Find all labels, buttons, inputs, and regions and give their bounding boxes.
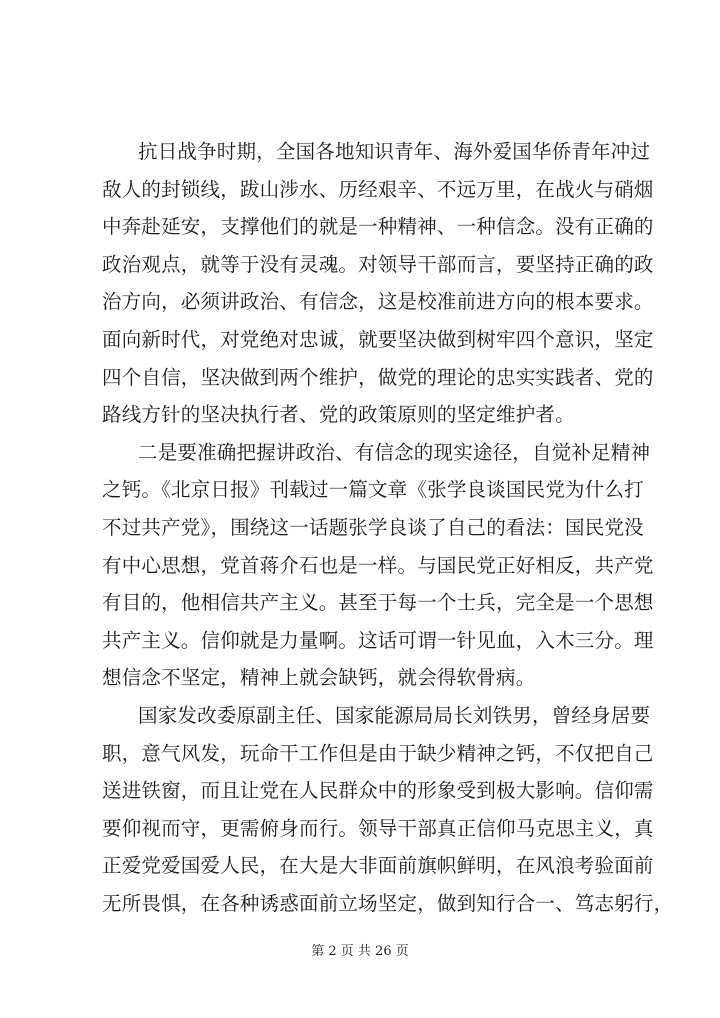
text-line: 路线方针的坚决执行者、党的政策原则的坚定维护者。 — [102, 403, 575, 427]
text-line: 无所畏惧，在各种诱惑面前立场坚定，做到知行合一、笃志躬行， — [102, 891, 674, 915]
text-line: 职，意气风发，玩命干工作但是由于缺少精神之钙，不仅把自己 — [102, 741, 654, 765]
text-line: 之钙。《北京日报》刊载过一篇文章《张学良谈国民党为什么打 — [102, 478, 644, 502]
text-line: 要仰视而守，更需俯身而行。领导干部真正信仰马克思主义，真 — [102, 816, 654, 840]
text-line: 敌人的封锁线，跋山涉水、历经艰辛、不远万里，在战火与硝烟 — [102, 177, 654, 201]
text-line: 共产主义。信仰就是力量啊。这话可谓一针见血，入木三分。理 — [102, 628, 654, 652]
paragraph-1 — [102, 133, 654, 434]
text-line: 政治观点，就等于没有灵魂。对领导干部而言，要坚持正确的政 — [102, 252, 654, 276]
text-line: 四个自信，坚决做到两个维护，做党的理论的忠实实践者、党的 — [102, 365, 654, 389]
text-line: 正爱党爱国爱人民，在大是大非面前旗帜鲜明，在风浪考验面前 — [102, 854, 654, 878]
text-line: 送进铁窗，而且让党在人民群众中的形象受到极大影响。信仰需 — [102, 779, 654, 803]
page-number-footer: 第 2 页 共 26 页 — [311, 944, 409, 959]
paragraph-2 — [102, 434, 654, 697]
text-line: 有目的，他相信共产主义。甚至于每一个士兵，完全是一个思想 — [102, 591, 654, 615]
text-line: 二是要准确把握讲政治、有信念的现实途径，自觉补足精神 — [138, 440, 651, 464]
text-line: 有中心思想，党首蒋介石也是一样。与国民党正好相反，共产党 — [102, 553, 654, 577]
body-text — [102, 133, 674, 922]
text-line: 不过共产党》，围绕这一话题张学良谈了自己的看法：国民党没 — [102, 515, 644, 539]
text-line: 面向新时代，对党绝对忠诚，就要坚决做到树牢四个意识，坚定 — [102, 327, 654, 351]
paragraph-3 — [102, 697, 674, 923]
text-line: 国家发改委原副主任、国家能源局局长刘铁男，曾经身居要 — [138, 703, 651, 727]
text-line: 想信念不坚定，精神上就会缺钙，就会得软骨病。 — [102, 666, 536, 690]
text-line: 抗日战争时期，全国各地知识青年、海外爱国华侨青年冲过 — [138, 140, 651, 163]
text-line: 中奔赴延安，支撑他们的就是一种精神、一种信念。没有正确的 — [102, 215, 654, 239]
text-line: 治方向，必须讲政治、有信念，这是校准前进方向的根本要求。 — [102, 290, 654, 314]
